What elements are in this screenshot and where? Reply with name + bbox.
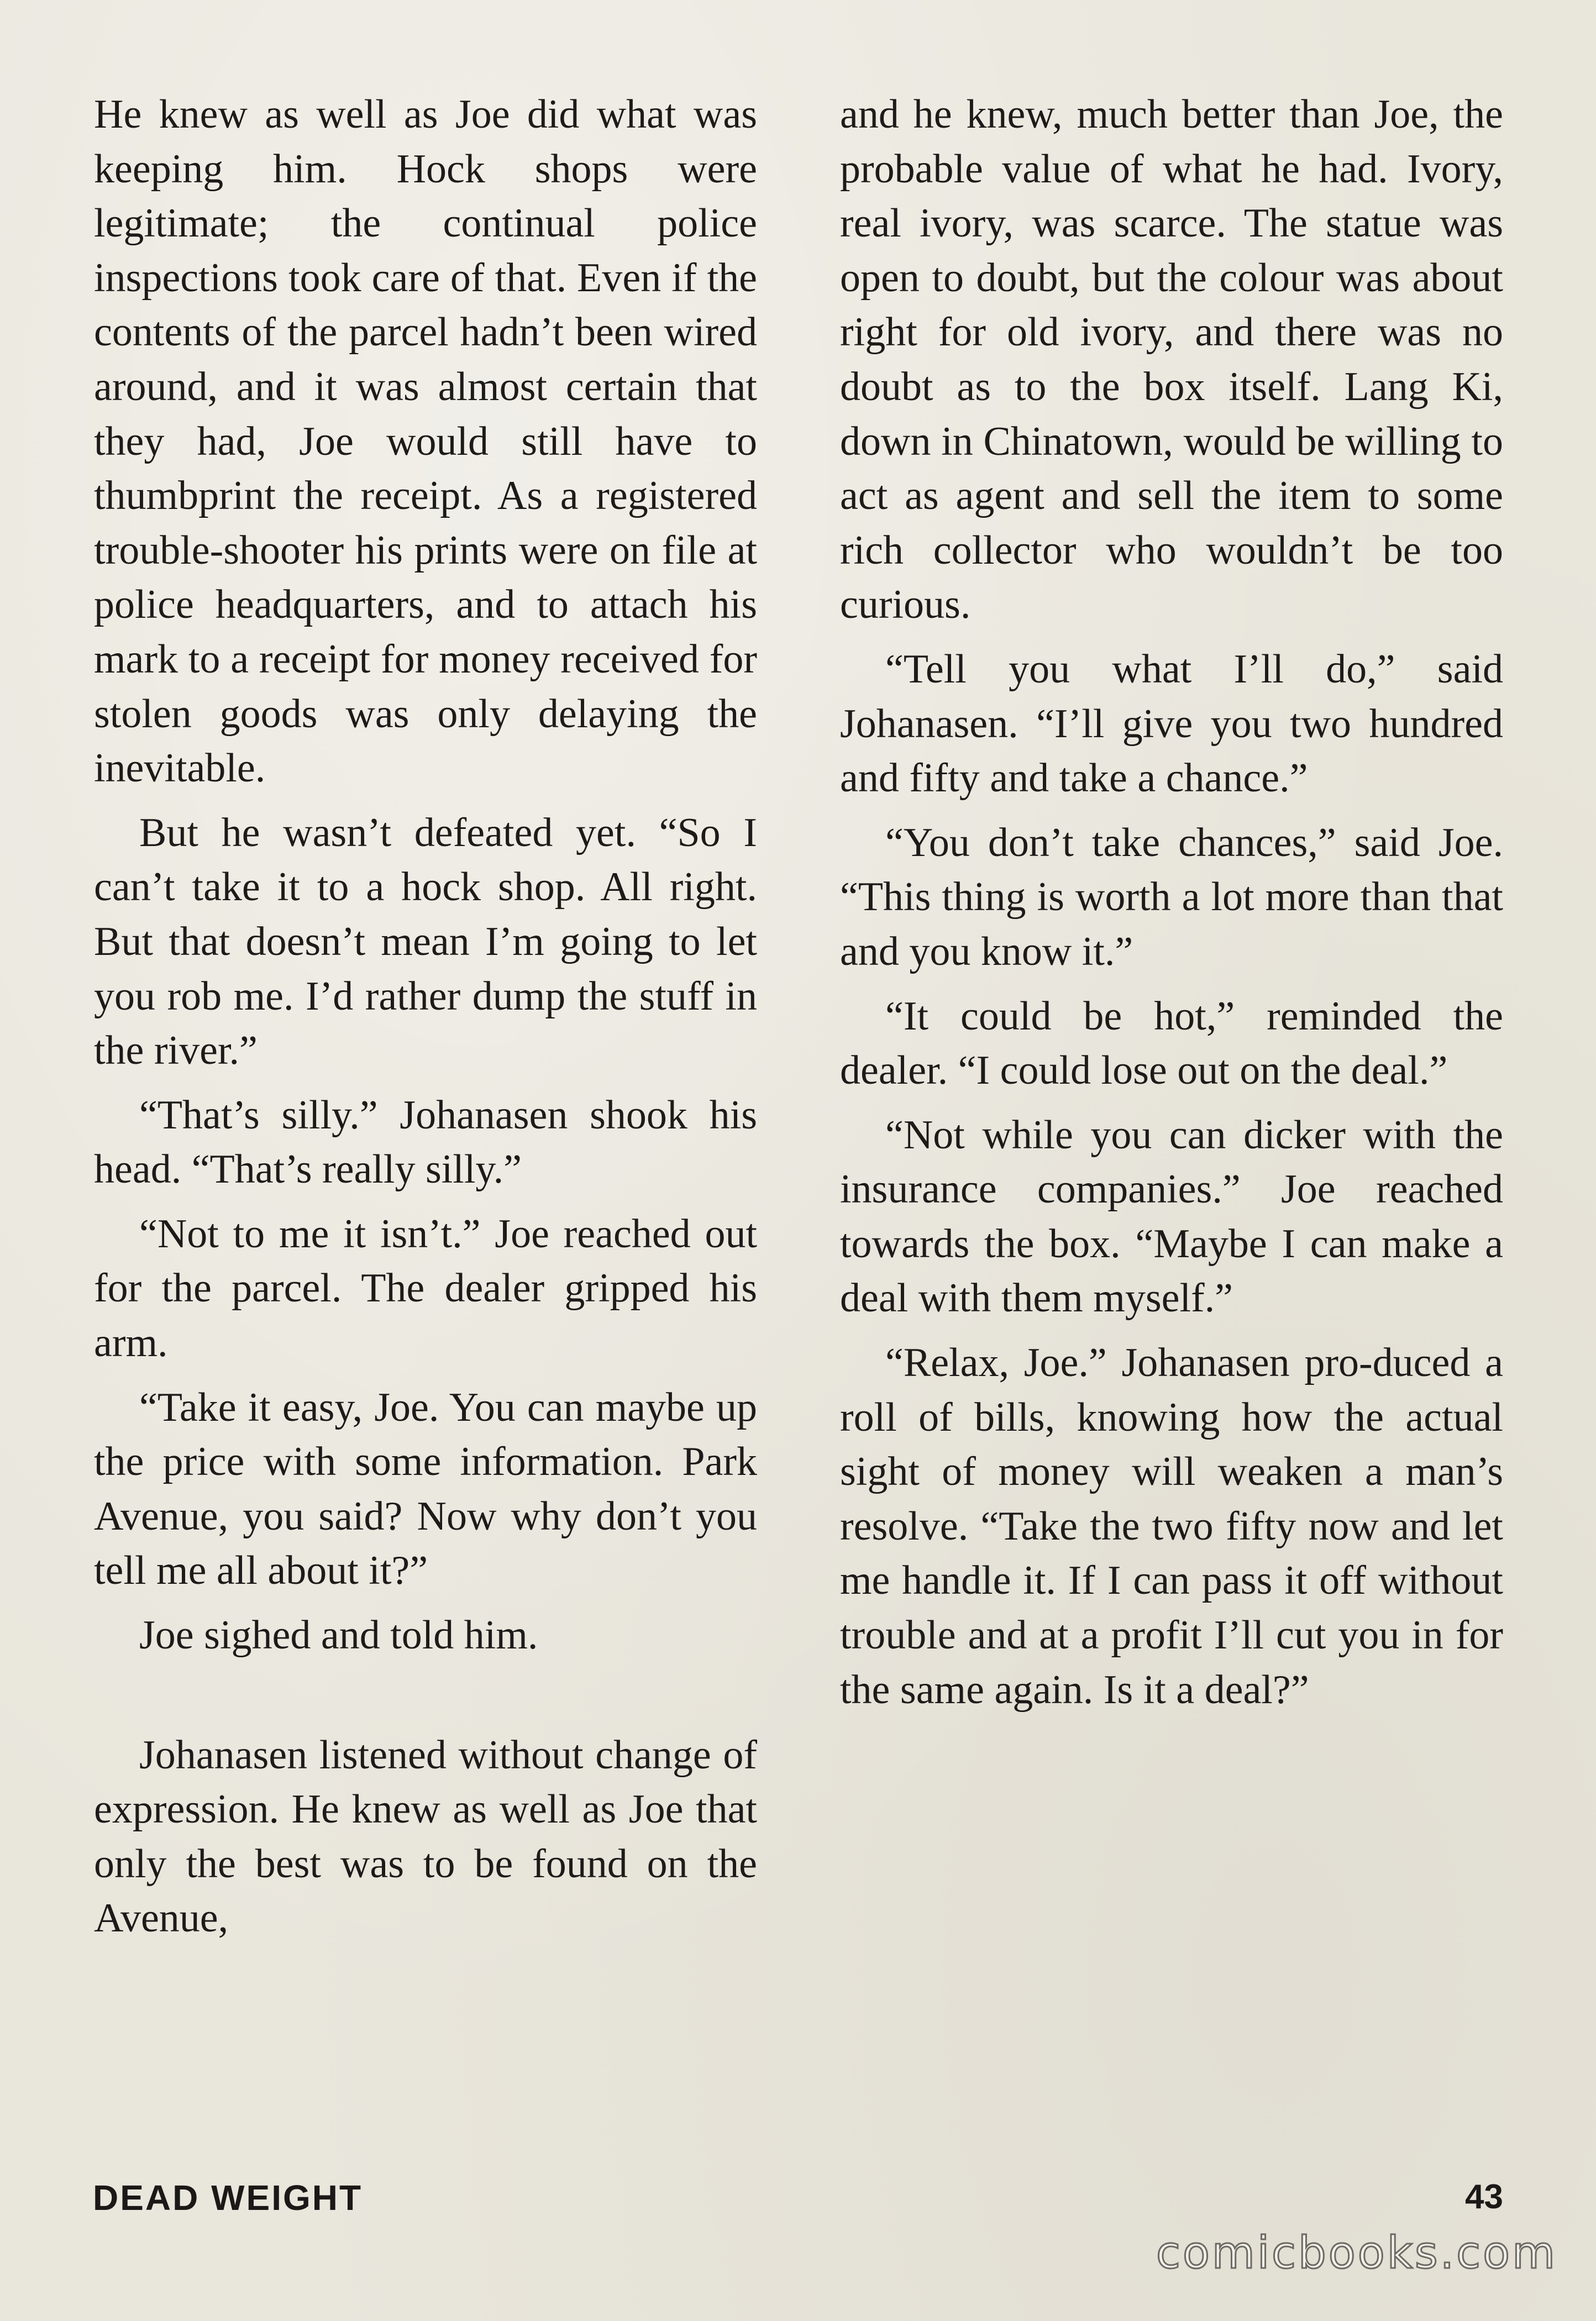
paragraph: He knew as well as Joe did what was keeping him. Hock shops were legitimate; the continual police inspections took care of that. Even if the contents of the parcel hadn’t been wired around, and it was almost certain that they had, Joe would still have to thumbprint the receipt. As a registered trouble-shooter his prints were on file at police headquarters, and to attach his mark to a receipt for money received for stolen goods was only delaying the inevitable. (94, 92, 757, 791)
right-column (840, 87, 1503, 1727)
paragraph: “Not to me it isn’t.” Joe reached out for the parcel. The dealer gripped his arm. (94, 1211, 757, 1366)
left-column (94, 87, 757, 1956)
paragraph: Johanasen listened without change of expression. He knew as well as Joe that only the best was to be found on the Avenue, (94, 1732, 757, 1941)
paragraph: “That’s silly.” Johanasen shook his head. “That’s really silly.” (94, 1092, 757, 1193)
paragraph: “Not while you can dicker with the insurance companies.” Joe reached towards the box. “Maybe I can make a deal with them myself.” (840, 1112, 1503, 1321)
paragraph: But he wasn’t defeated yet. “So I can’t take it to a hock shop. All right. But that doesn’t mean I’m going to let you rob me. I’d rather dump the stuff in the river.” (94, 810, 757, 1074)
page-number: 43 (1465, 2178, 1503, 2216)
paragraph: “Take it easy, Joe. You can maybe up the price with some information. Park Avenue, you said? Now why don’t you tell me all about it?” (94, 1384, 757, 1594)
paragraph: “You don’t take chances,” said Joe. “This thing is worth a lot more than that and you know it.” (840, 820, 1503, 974)
paragraph: “Relax, Joe.” Johanasen pro-duced a roll of bills, knowing how the actual sight of money will weaken a man’s resolve. “Take the two fifty now and let me handle it. If I can pass it off without trouble and at a profit I’ll cut you in for the same again. Is it a deal?” (840, 1340, 1503, 1713)
site-watermark: comicbooks.com (1156, 2227, 1557, 2278)
paragraph: and he knew, much better than Joe, the probable value of what he had. Ivory, real ivory, was scarce. The statue was open to doubt, but the colour was about right for old ivory, and there was no doubt as to the box itself. Lang Ki, down in Chinatown, would be willing to act as agent and sell the item to some rich collector who wouldn’t be too curious. (840, 92, 1503, 628)
running-footer-title: DEAD WEIGHT (93, 2178, 363, 2218)
paragraph: “It could be hot,” reminded the dealer. “I could lose out on the deal.” (840, 993, 1503, 1094)
paragraph: Joe sighed and told him. (139, 1613, 538, 1658)
paragraph: “Tell you what I’ll do,” said Johanasen. “I’ll give you two hundred and fifty and take a chance.” (840, 646, 1503, 801)
